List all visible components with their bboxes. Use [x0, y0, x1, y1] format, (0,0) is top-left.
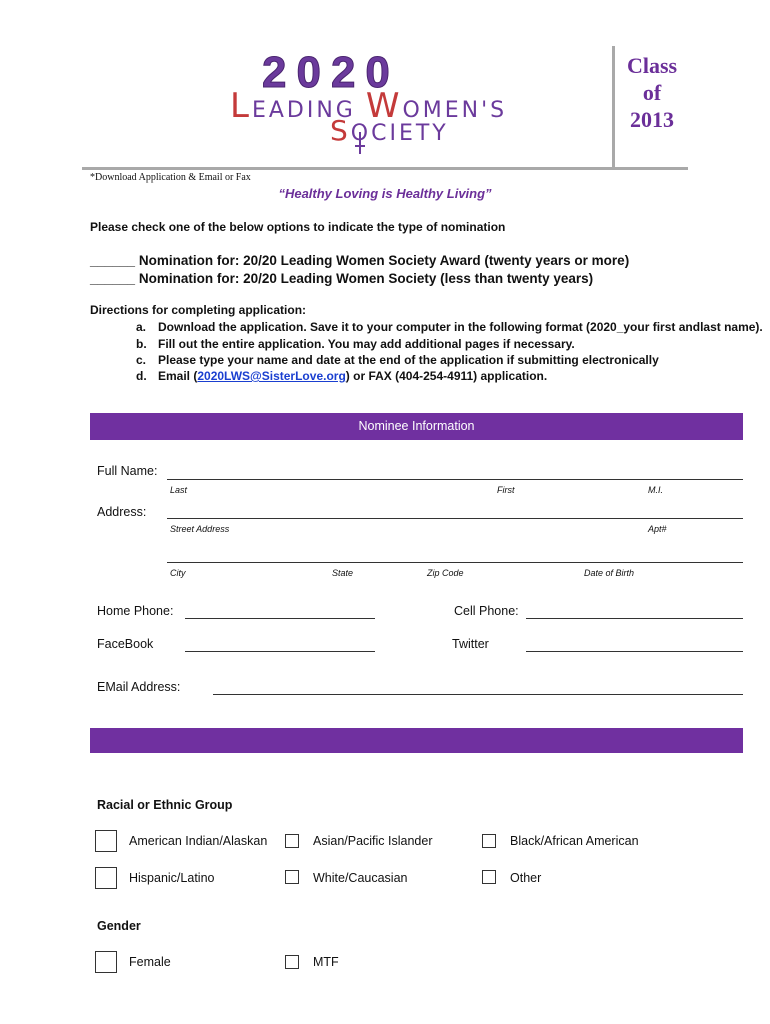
address-label: Address: — [97, 505, 147, 519]
apt-caption: Apt# — [648, 524, 667, 534]
email-link[interactable]: 2020LWS@SisterLove.org — [197, 369, 346, 383]
directions-heading: Directions for completing application: — [90, 303, 307, 317]
cell-phone-label: Cell Phone: — [454, 604, 519, 618]
section-divider-bar — [90, 728, 743, 753]
asian-pacific-label: Asian/Pacific Islander — [313, 834, 433, 848]
nomination-option-award[interactable]: ______ Nomination for: 20/20 Leading Women Society Award (twenty years or more) — [90, 253, 630, 268]
other-label: Other — [510, 871, 542, 885]
nomination-option-society[interactable]: ______ Nomination for: 20/20 Leading Women Society (less than twenty years) — [90, 271, 594, 286]
white-checkbox[interactable] — [285, 870, 299, 884]
logo-society: SOCIETY — [330, 114, 449, 147]
cell-phone-field[interactable] — [526, 618, 743, 619]
home-phone-field[interactable] — [185, 618, 375, 619]
email-field[interactable] — [213, 694, 743, 695]
full-name-field[interactable] — [167, 479, 743, 480]
facebook-field[interactable] — [185, 651, 375, 652]
black-african-checkbox[interactable] — [482, 834, 496, 848]
state-caption: State — [332, 568, 354, 578]
street-address-field[interactable] — [167, 518, 743, 519]
logo-leading-womens: LEADING WOMEN'S — [230, 86, 508, 126]
american-indian-label: American Indian/Alaskan — [129, 834, 268, 848]
female-label: Female — [129, 955, 171, 969]
twitter-field[interactable] — [526, 651, 743, 652]
venus-symbol-icon — [354, 132, 366, 154]
street-address-caption: Street Address — [170, 524, 230, 534]
direction-item: a. Download the application. Save it to your computer in the following format (2020_your first andlast name). — [136, 320, 763, 334]
american-indian-checkbox[interactable] — [95, 830, 117, 852]
middle-initial-caption: M.I. — [648, 485, 663, 495]
facebook-label: FaceBook — [97, 637, 154, 651]
header-divider-vertical — [612, 46, 615, 170]
gender-heading: Gender — [97, 919, 141, 933]
asian-pacific-checkbox[interactable] — [285, 834, 299, 848]
twitter-label: Twitter — [452, 637, 489, 651]
zip-caption: Zip Code — [427, 568, 464, 578]
city-caption: City — [170, 568, 186, 578]
mtf-checkbox[interactable] — [285, 955, 299, 969]
email-label: EMail Address: — [97, 680, 181, 694]
last-name-caption: Last — [170, 485, 188, 495]
nominee-information-header: Nominee Information — [90, 413, 743, 440]
dob-caption: Date of Birth — [584, 568, 635, 578]
full-name-label: Full Name: — [97, 464, 158, 478]
hispanic-label: Hispanic/Latino — [129, 871, 215, 885]
class-badge: Class of 2013 — [626, 53, 678, 132]
city-state-zip-field[interactable] — [167, 562, 743, 563]
header-divider-horizontal — [82, 167, 688, 170]
hispanic-checkbox[interactable] — [95, 867, 117, 889]
direction-item: d. Email (2020LWS@SisterLove.org) or FAX (404-254-4911) application. — [136, 369, 548, 383]
first-name-caption: First — [497, 485, 515, 495]
download-note: *Download Application & Email or Fax — [90, 172, 251, 183]
direction-item: b. Fill out the entire application. You may add additional pages if necessary. — [136, 337, 575, 351]
female-checkbox[interactable] — [95, 951, 117, 973]
white-label: White/Caucasian — [313, 871, 408, 885]
other-checkbox[interactable] — [482, 870, 496, 884]
nomination-instruction: Please check one of the below options to indicate the type of nomination — [90, 220, 506, 234]
logo-year: 2020 — [262, 48, 400, 97]
racial-heading: Racial or Ethnic Group — [97, 798, 233, 812]
mtf-label: MTF — [313, 955, 339, 969]
direction-item: c. Please type your name and date at the end of the application if submitting electronically — [136, 353, 659, 367]
black-african-label: Black/African American — [510, 834, 639, 848]
home-phone-label: Home Phone: — [97, 604, 174, 618]
slogan: “Healthy Loving is Healthy Living” — [278, 186, 492, 201]
